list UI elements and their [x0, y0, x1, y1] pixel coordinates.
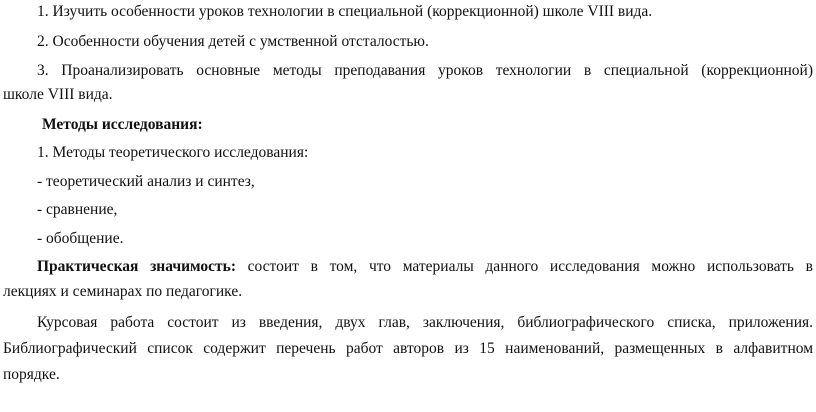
- methods-list-item-3: - обобщение.: [37, 230, 124, 247]
- structure-line-2: Библиографический список содержит перечень работ авторов из 15 наименований, размещенных в алфавитном: [3, 340, 813, 357]
- practical-significance-line-1: [37, 257, 813, 277]
- structure-line-1: Курсовая работа состоит из введения, двух глав, заключения, библиографического списка, приложения.: [37, 314, 813, 331]
- methods-intro: 1. Методы теоретического исследования:: [37, 144, 309, 161]
- objective-item-3-line-1: 3. Проанализировать основные методы преподавания уроков технологии в специальной (коррекционной): [37, 62, 813, 79]
- objective-item-3-line-2: школе VIII вида.: [3, 86, 113, 103]
- objective-item-1: 1. Изучить особенности уроков технологии в специальной (коррекционной) школе VIII вида.: [37, 3, 653, 20]
- practical-significance-text: состоит в том, что материалы данного исследования можно использовать в: [236, 258, 813, 275]
- objective-item-2: 2. Особенности обучения детей с умственной отсталостью.: [37, 33, 429, 50]
- methods-heading: Методы исследования:: [42, 116, 203, 133]
- practical-significance-line-2: лекциях и семинарах по педагогике.: [3, 283, 243, 300]
- structure-line-3: порядке.: [3, 366, 60, 383]
- methods-list-item-1: - теоретический анализ и синтез,: [37, 173, 255, 190]
- practical-significance-label: Практическая значимость:: [37, 258, 236, 275]
- methods-list-item-2: - сравнение,: [37, 201, 118, 218]
- practical-significance-paragraph: [37, 257, 813, 277]
